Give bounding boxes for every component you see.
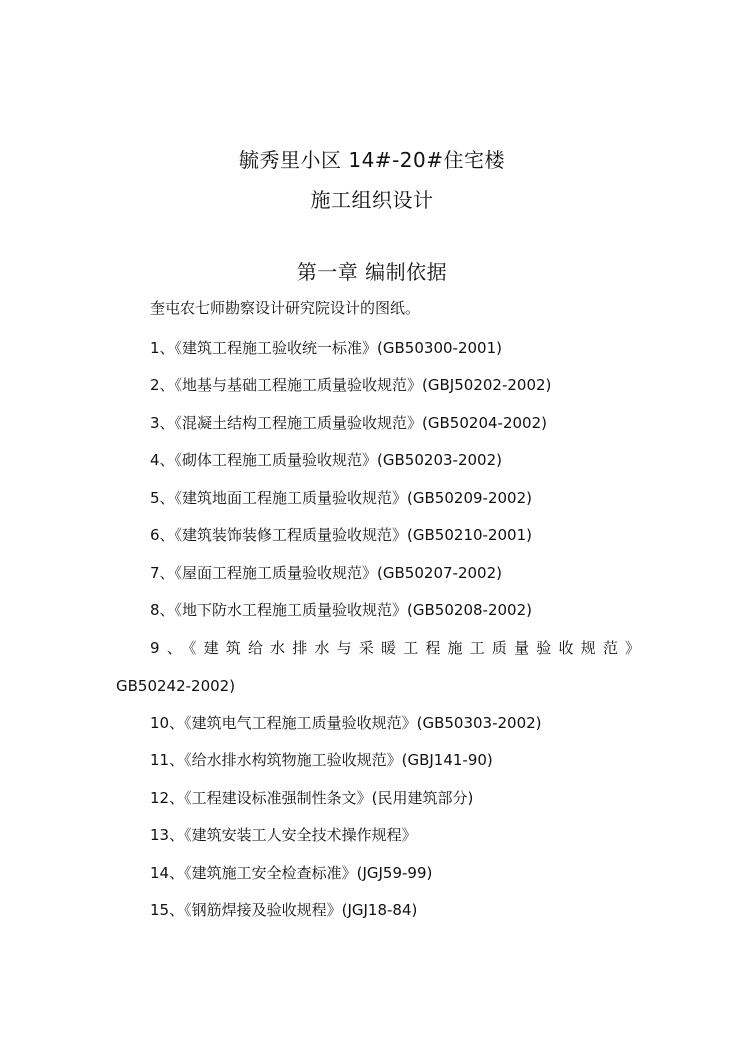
list-item: 6、《建筑装饰装修工程质量验收规范》(GB50210-2001) (150, 526, 532, 544)
list-item: 11、《给水排水构筑物施工验收规范》(GBJ141-90) (150, 751, 493, 769)
list-item: 2、《地基与基础工程施工质量验收规范》(GBJ50202-2002) (150, 376, 552, 394)
list-item: 4、《砌体工程施工质量验收规范》(GB50203-2002) (150, 451, 502, 469)
list-item: 13、《建筑安装工人安全技术操作规程》 (150, 826, 417, 844)
list-item: 8、《地下防水工程施工质量验收规范》(GB50208-2002) (150, 601, 532, 619)
list-item: 3、《混凝土结构工程施工质量验收规范》(GB50204-2002) (150, 414, 547, 432)
list-item-continuation: GB50242-2002) (116, 677, 236, 695)
list-item: 14、《建筑施工安全检查标准》(JGJ59-99) (150, 864, 433, 882)
document-title-line1: 毓秀里小区 14#-20#住宅楼 (239, 148, 505, 172)
list-item: 1、《建筑工程施工验收统一标准》(GB50300-2001) (150, 339, 502, 357)
chapter-heading: 第一章 编制依据 (296, 260, 448, 284)
list-item: 10、《建筑电气工程施工质量验收规范》(GB50303-2002) (150, 714, 542, 732)
list-item: 15、《钢筋焊接及验收规程》(JGJ18-84) (150, 901, 418, 919)
list-item: 12、《工程建设标准强制性条文》(民用建筑部分) (150, 789, 474, 807)
document-title-line2: 施工组织设计 (310, 188, 434, 212)
intro-paragraph: 奎屯农七师勘察设计研究院设计的图纸。 (150, 299, 421, 317)
list-item: 7、《屋面工程施工质量验收规范》(GB50207-2002) (150, 564, 502, 582)
list-item: 9、《建筑给水排水与采暖工程施工质量验收规范》 (150, 639, 646, 657)
list-item: 5、《建筑地面工程施工质量验收规范》(GB50209-2002) (150, 489, 532, 507)
